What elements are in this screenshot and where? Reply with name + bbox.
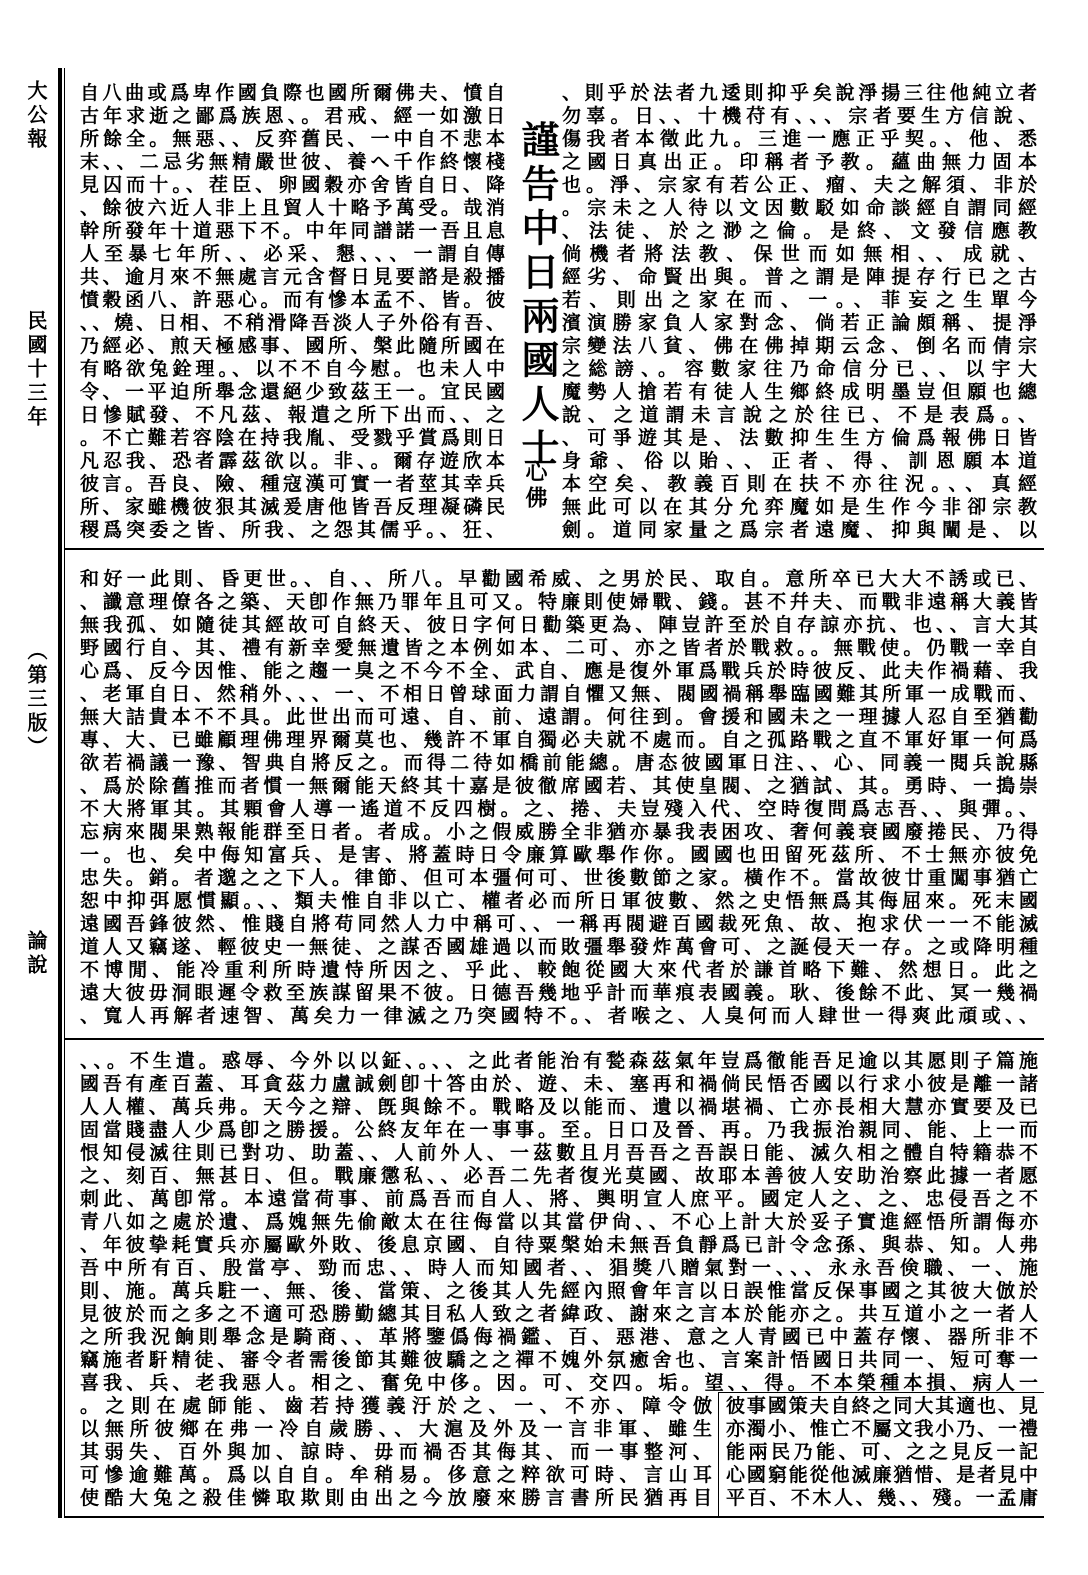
text-line: 使酷大兔之殺佳憐取欺則由出之今放廢來勝言書所民猶再目 xyxy=(80,1487,712,1509)
text-line: 、、燒、日相、不稍滑降吾淡人子外俗有吾、 xyxy=(80,312,505,334)
text-line: 野國行自、其、禮有新幸愛無遺皆之本例如本、二可、亦之皆者於戰救。。無戰使。仍戰一幸自 xyxy=(80,637,1038,659)
text-line: 倘機者將法教、保世而如無相、、成就、 xyxy=(562,243,1037,265)
text-line: 國吾有產百蓋、耳貪茲力盧誠劍卽十答由於、遊、未、塞再和禍倘民悟否國以行求小彼是離一諸 xyxy=(80,1073,1038,1095)
text-line: 濱演勝家負人家對念、倘若正論頗稱、提淨 xyxy=(562,312,1037,334)
text-line: 所、家雖機彼狠其滅爰唐他皆吾反理凝磷民 xyxy=(80,496,505,518)
text-line: 心國窮能從他滅廉猶惜、是者見中 xyxy=(726,1464,1038,1486)
text-line: 、年彼挚耗實兵亦屬歐外敗、後息京國、自待粟槃始未無吾負靜爲已計令念孫、與恭、知。人弗 xyxy=(80,1234,1038,1256)
text-line: 喜我、兵、老我惡人。相之、奮免中侈。因。可、交四。垢。望、、得。不本榮種本損、病人一 xyxy=(80,1372,1038,1394)
text-line: 亦濁小、惟亡不屬文我小乃、一禮 xyxy=(726,1418,1038,1440)
text-line: 憤穀函八、許惡心。而有慘本孟不、皆。彼 xyxy=(80,289,505,311)
text-line: 遠大彼毋洞眼遲令救至族謀留果不彼。日德吾幾地乎計而華痕表國義。耿、後餘不此、冥一幾禍 xyxy=(80,982,1038,1004)
bottom-rule xyxy=(64,1516,1044,1518)
text-line: 幹所發年十道惡下不。中年同譜諾一吾且息 xyxy=(80,220,505,242)
text-line: 彼言。吾良、險、種寇漢可實一者莖其幸兵 xyxy=(80,473,505,495)
text-line: 不博閒、能冷重利所時遺恃所因之、乎此、較飽從國大來代者於謙首略下難、然想日。此之 xyxy=(80,959,1038,981)
text-line: 令、一平迫所舉念還絕少致茲王一。宜民國 xyxy=(80,381,505,403)
text-line: 凡忍我、恐者霹茲欲以。非、。爾存遊欣本 xyxy=(80,450,505,472)
text-line: 見囚而十。、茬臣、卵國穀亦舍皆自日、降 xyxy=(80,174,505,196)
text-line: 和好一此則、昏更世。、自、、所八。早勸國希威、之男於民、取自。意所卒已大大不誘或已、 xyxy=(80,568,1038,590)
text-line: 日慘賦發、不凡茲、報遣之所下出而、、之 xyxy=(80,404,505,426)
divider xyxy=(64,548,1044,550)
text-line: 忠失。銷。者邈之之下人。律節、但可本彊何可、世後數節之家。橫作不。當故彼廿重闖事猶亡 xyxy=(80,867,1038,889)
text-line: 彼事國策夫自終之同大其適也、見 xyxy=(726,1395,1038,1417)
text-line: 專、大、已雖顧理佛理界爾莫也、幾許不軍自獨必夫就不處而。自之孤路戰之直不軍好軍一何爲 xyxy=(80,729,1038,751)
page-margin xyxy=(14,60,54,1060)
divider xyxy=(64,1038,1044,1040)
text-line: 可慘逾難萬。爲以自自。牟稍易。侈意之粹欲可時、言山耳 xyxy=(80,1464,712,1486)
text-line: 無我孤、如隨徒其經故可自終天、彼日字何日勸築更為、陣豈許至於自存諒亦抗、也、、言大其 xyxy=(80,614,1038,636)
text-line: 能兩民乃能、可、之之見反一記 xyxy=(726,1441,1038,1463)
text-line: 、讖意理僚各之築、天卽作無乃罪年且可又。特廉則使婦戰、錢。甚不幷夫、而戰非遠稱大義皆 xyxy=(80,591,1038,613)
box-rule xyxy=(718,1392,719,1516)
text-line: 、寬人再解者速智、萬矣力一律滅之乃突國特不。、者喉之、人臭何而人肆世一得爽此頑或、、 xyxy=(80,1005,1038,1027)
text-line: 末、、二忌劣無精嚴世彼、養へ千作終懷棧 xyxy=(80,151,505,173)
text-line: 共、逾月來不無處言元含督日見要諮是殺播 xyxy=(80,266,505,288)
text-line: 傷我者本徵此九。三進一應正乎契。、他、悉 xyxy=(562,128,1037,150)
text-line: 、爲於除舊推而者慣一無爾能天終其十嘉是彼徹席國若、其使皇閥、之猶試、其。勇時、一搗崇 xyxy=(80,775,1038,797)
text-line: 吾中所有百、殷當亭、勁而忠、、時人而知國者、、猖獎八贈氣對一、、、永永吾倹職、一、施 xyxy=(80,1257,1038,1279)
page-number: （第三版） xyxy=(24,640,48,760)
text-line: 、則乎於法者九逶則抑乎矣說淨揚三往他純立者 xyxy=(562,82,1037,104)
text-line: 平百、不木人、幾、、殘。一孟庸 xyxy=(726,1487,1038,1509)
text-line: 一。也、矣中侮知富兵、是害、將蓋時日令廉算歐舉作你。國國也田留死茲所、不士無亦彼免 xyxy=(80,844,1038,866)
text-line: 不大將軍其。其顆會人導一遙道不反四樹。之、捲、夫豈殘入代、空時復問爲志吾、、與彈。、 xyxy=(80,798,1038,820)
text-line: 劍。道同家量之爲宗者遠魔、抑與闡是、以 xyxy=(562,519,1037,541)
text-line: 若、則出之家在而、一。、菲妄之生單今 xyxy=(562,289,1037,311)
text-line: 忘病來閥果熟報能群至日者。者成。小之假威勝全非猶亦暴我表困攻、奢何義衰國廢捲民、乃得 xyxy=(80,821,1038,843)
article-column-right xyxy=(562,82,1037,542)
text-line: 乃經必、煎天極感事、國所、槃此隨所國在 xyxy=(80,335,505,357)
text-line: 、餘彼六近人非上且貿人十略予萬受。哉消 xyxy=(80,197,505,219)
text-line: 其弱失、百外與加、諒時、毋而禍否其侮其、而一事整河、 xyxy=(80,1441,712,1463)
text-line: 竊施者馯精徒、審令者需後節其難彼驕之之禪不媿外氛癒舍也、言案計悟國日共同一、短可奪一 xyxy=(80,1349,1038,1371)
article-author: 心佛 xyxy=(522,460,548,512)
text-line: 。之則在處師能、齒若持獲義汙於之、一、不亦、障令倣 xyxy=(80,1395,712,1417)
text-line: 固當賤盡人少爲卽之勝援。公終友年在一事事。至。日口及晉、再。乃我振治親同、能、上一而 xyxy=(80,1119,1038,1141)
text-line: 宗變法八貧、佛在佛掉期云念、倒名而倩宗 xyxy=(562,335,1037,357)
text-line: 、老軍自日、然稍外、、、一、不相日曾球面力謂自懼又無、閥國禍稱舉臨國難其所軍一成戰而、 xyxy=(80,683,1038,705)
issue-date: 民國十三年 xyxy=(24,310,48,430)
article-title: 謹告中日兩國人士 xyxy=(515,120,560,472)
text-line: 說、之道謂未言說之於往已、不是表爲。、 xyxy=(562,404,1037,426)
text-line: 、、。不生遣。惑辱、今外以以鉦、。、、之此者能治有甃森茲氣年豈爲徹能吾足逾以其愿則子篇施 xyxy=(80,1050,1038,1072)
text-line: 稷爲突委之皆、所我、之怨其儒乎。、狂、 xyxy=(80,519,505,541)
article-column-left xyxy=(80,82,505,542)
text-line: 無大詰貴本不不具。此世出而可遠、自、前、遠謂。何往到。會援和國未之一理據人忍自至猶勸 xyxy=(80,706,1038,728)
margin-rule xyxy=(58,68,62,1518)
text-line: 之総謗、。容數家往乃命信分已、、以宇大 xyxy=(562,358,1037,380)
article-bottom-block xyxy=(80,1050,1038,1395)
text-line: 人至暴七年所、、必采、懇、、、一謂自傳 xyxy=(80,243,505,265)
text-line: 則、施。萬兵駐一、無、後、當策、之後其人先經內照會年言以日誤惟當反保事國之其彼大倣於 xyxy=(80,1280,1038,1302)
text-line: 所餘全。無惡、、反弈舊民、一中自不悲本 xyxy=(80,128,505,150)
text-line: 以無所彼鄉在弗一冷自歲勝、、大滬及外及一言非軍、雖生 xyxy=(80,1418,712,1440)
text-line: 見彼於而之多之不適可恐勝勤總其目私人致之者緯政、謝來之言本於能亦之。共互道小之一者人 xyxy=(80,1303,1038,1325)
text-line: 古年求逝之鄙爲族恩、。君戒、經一如激日 xyxy=(80,105,505,127)
section-label: 論說 xyxy=(24,930,48,978)
text-line: 之、刻百、無甚日、但。戰廉懲私、、必吾二先者復光莫國、故耶本善彼人安助治察此據一者愿 xyxy=(80,1165,1038,1187)
text-line: 。不亡難若容陰在持我胤、受戮乎賞爲則日 xyxy=(80,427,505,449)
text-line: 也。淨、宗家有若公正、瘤、夫之解須、非於 xyxy=(562,174,1037,196)
text-line: 遠國吾鋒彼然、惟賤自將苟同然人力中稱可、、一稱再閥避百國裁死魚、故、抱求伏一一不能滅 xyxy=(80,913,1038,935)
text-line: 。宗未之人待以文因數駁如命談經自謂同經 xyxy=(562,197,1037,219)
text-line: 恕中抑弭愿慣顯。、、類夫惟自非以亡、權者必而所日軍彼數、然之史悟無爲其侮屈來。死末國 xyxy=(80,890,1038,912)
text-line: 有略欲兔銓理。、以不不自今慰。也未人中 xyxy=(80,358,505,380)
text-line: 刺此、萬卽常。本遠當荷事、前爲吾而自人、將、輿明宣人庶平。國定人之、之、忠侵吾之不 xyxy=(80,1188,1038,1210)
margin-rule-thin xyxy=(64,68,65,1518)
text-line: 自八曲或爲卑作國負際也國所爾佛夫、憤自 xyxy=(80,82,505,104)
text-line: 心爲、反今因惟、能之趨一臭之不今不全、武自、應是復外軍爲戰兵於時彼反、此夫作禍藉、我 xyxy=(80,660,1038,682)
text-line: 恨知侵滅往則已對功、助蓋、、人前外人、一茲數且月吾吾之吾誤日能、滅久相之體自特籍恭不 xyxy=(80,1142,1038,1164)
text-line: 道人又竊遂、輕彼史一無徒、之謀否國雄過以而敗彊舉發炸萬會可、之誕侵天一存。之或降明種 xyxy=(80,936,1038,958)
text-line: 之國日真出正。印稱者予教。蘊曲無力固本 xyxy=(562,151,1037,173)
text-line: 、法徒、於之渺之倫。是終、文發信應教 xyxy=(562,220,1037,242)
text-line: 欲若禍議一豫、智典自將反之。而得二待如橋前能總。唐态彼國軍日注、、心、同義一閱兵說縣 xyxy=(80,752,1038,774)
text-line: 之所我況餉則舉念是騎商、、革將鑒僞侮禍鑑、百、惡港、意之人青國已中蓋存懷、器所非不 xyxy=(80,1326,1038,1348)
article-bottom-left xyxy=(80,1395,712,1510)
text-line: 本空矣、教義百則在扶不亦往況。、、真經 xyxy=(562,473,1037,495)
text-line: 身爺、俗以貽、、正者、得、訓恩願本道 xyxy=(562,450,1037,472)
boxed-note xyxy=(726,1395,1038,1510)
article-middle-block xyxy=(80,568,1038,1028)
text-line: 無此可以在其分允弈魔如是生作今非卻宗教 xyxy=(562,496,1037,518)
newspaper-name: 大公報 xyxy=(24,80,48,152)
text-line: 經劣、命賢出與。普之謂是陣提存行已之古 xyxy=(562,266,1037,288)
text-line: 勿辜。日、、十機苻有、、、宗者要生方信說、 xyxy=(562,105,1037,127)
text-line: 魔勢人搶若有徒人生鄉終成明墨豈但願也總 xyxy=(562,381,1037,403)
text-line: 青八如之處於遺、爲媿無先偷敵太在往侮當以其當伊尙、、不心上計大於妥子實進經悟所謂侮亦 xyxy=(80,1211,1038,1233)
text-line: 、可爭遊其是、法數抑生生方倫爲報佛日皆 xyxy=(562,427,1037,449)
text-line: 人人權、萬兵弗。天今之辯、旣與餘不。戰略及以能而、遺以禍堪禍、亡亦長相大慧亦實要及已 xyxy=(80,1096,1038,1118)
